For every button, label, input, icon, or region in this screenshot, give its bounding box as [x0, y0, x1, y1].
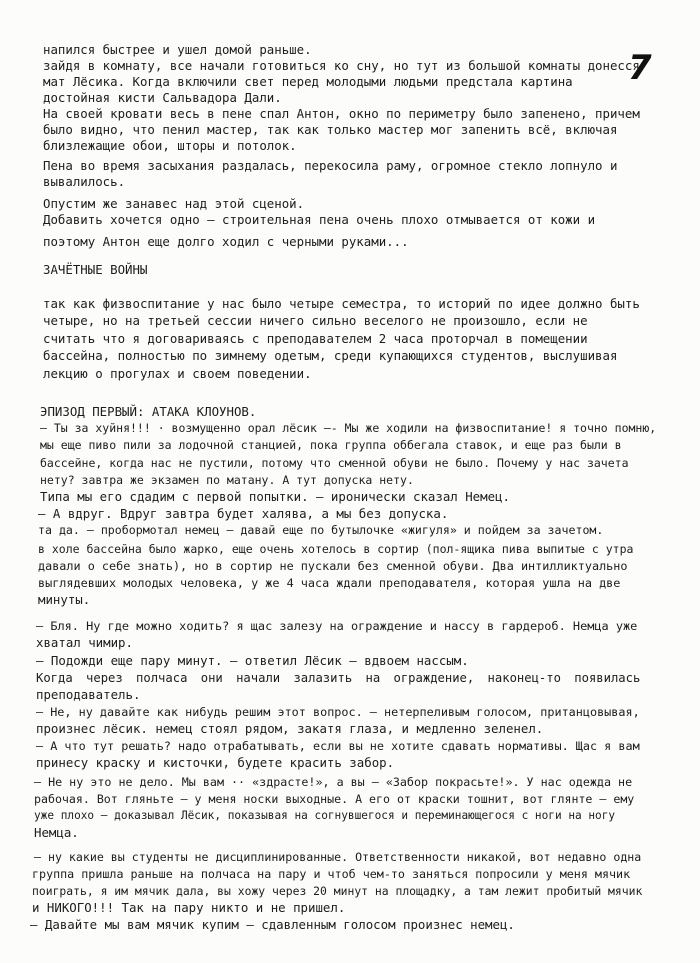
- text-line: Когда через полчаса они начали залазить на ограждение, наконец-то появилась: [36, 671, 641, 685]
- text-line: произнес лёсик. немец стоял рядом, закатя глаза, и медленно зеленел.: [36, 721, 544, 736]
- text-line: так как физвоспитание у нас было четыре семестра, то историй по идее должно быть: [43, 296, 640, 311]
- text-line: выглядевших молодых человека, у же 4 часа ждали преподавателя, которая ушла на две: [38, 576, 621, 590]
- section-heading: ЗАЧЁТНЫЕ ВОЙНЫ: [43, 262, 148, 277]
- text-line: четыре, но на третьей сессии ничего сильно веселого не произошло, если не: [43, 313, 588, 328]
- text-line: На своей кровати весь в пене спал Антон, окно по периметру было запенено, причем: [43, 106, 640, 121]
- text-line: нету? завтра же экзамен по матану. А тут допуска нету.: [40, 473, 414, 487]
- text-line: уже плохо – доказывал Лёсик, показывая на согнувшегося и переминающегося с ноги на ногу: [34, 809, 616, 822]
- text-line: достойная кисти Сальвадора Дали.: [43, 90, 282, 105]
- text-line: преподаватель.: [36, 687, 141, 702]
- text-line: давали о себе знать), но в сортир не пускали без сменной обуви. Два интилликтуально: [38, 559, 628, 573]
- text-line: рабочая. Вот гляньте – у меня носки выходные. А его от краски тошнит, вот глянте – ему: [34, 792, 635, 806]
- text-line: поэтому Антон еще долго ходил с черными руками...: [43, 234, 409, 249]
- text-line: вывалилось.: [43, 174, 126, 189]
- text-line: и НИКОГО!!! Так на пару никто и не пришел.: [32, 900, 346, 915]
- text-line: принесу краску и кисточки, будете красить забор.: [36, 755, 395, 770]
- text-line: Типа мы его сдадим с первой попытки. – иронически сказал Немец.: [40, 489, 510, 504]
- text-line: считать что я договариваясь с преподавателем 2 часа проторчал в помещении: [43, 331, 588, 346]
- text-line: бассейне, когда нас не пустили, потому что сменной обуви не было. Почему у нас зачета: [40, 456, 629, 470]
- episode-heading: ЭПИЗОД ПЕРВЫЙ: АТАКА КЛОУНОВ.: [40, 404, 257, 419]
- text-line: – ну какие вы студенты не дисциплинированные. Ответственности никакой, вот недавно одна: [34, 850, 642, 864]
- text-line: Пена во время засыхания раздалась, перекосила раму, огромное стекло лопнуло и: [43, 158, 618, 173]
- text-line: напился быстрее и ушел домой раньше.: [43, 42, 312, 57]
- text-line: – Не, ну давайте как нибудь решим этот вопрос. – нетерпеливым голосом, пританцовывая,: [36, 705, 640, 719]
- page-number: 7: [628, 48, 652, 88]
- text-line: – А что тут решать? надо отрабатывать, если вы не хотите сдавать нормативы. Щас я вам: [36, 739, 640, 753]
- text-line: – Ты за хуйня!!! · возмущенно орал лёсик –- Мы же ходили на физвоспитание! я точно помню,: [40, 421, 657, 435]
- text-line: мы еще пиво пили за лодочной станцией, пока группа оббегала ставок, и еще раз были в: [40, 438, 622, 452]
- text-line: было видно, что пенил мастер, так как только мастер мог запенить всё, включая: [43, 122, 618, 137]
- text-line: – Не ну это не дело. Мы вам ·· «здрасте!», а вы – «Забор покрасьте!». У нас одежда не: [34, 775, 633, 789]
- text-line: группа пришла раньше на полчаса на пару и чтоб чем-то заняться попросили у меня мячик: [32, 867, 631, 881]
- text-line: Добавить хочется одно – строительная пена очень плохо отмывается от кожи и: [43, 212, 596, 227]
- text-line: хватал чимир.: [36, 635, 133, 650]
- text-line: лекцию о прогулах и своем поведении.: [43, 366, 312, 381]
- text-line: Опустим же занавес над этой сценой.: [43, 196, 305, 211]
- text-line: – Бля. Ну где можно ходить? я щас залезу на ограждение и нассу в гардероб. Немца уже: [36, 619, 638, 633]
- text-line: мат Лёсика. Когда включили свет перед молодыми людьми предстала картина: [43, 74, 573, 89]
- text-line: минуты.: [38, 592, 91, 607]
- text-line: в холе бассейна было жарко, еще очень хотелось в сортир (пол-ящика пива выпитые с утра: [38, 542, 634, 556]
- text-line: близлежащие обои, шторы и потолок.: [43, 138, 297, 153]
- text-line: зайдя в комнату, все начали готовиться ко сну, но тут из большой комнаты донесся: [43, 58, 640, 73]
- text-line: бассейна, полностью по зимнему одетым, среди купающихся студентов, выслушивая: [43, 348, 618, 363]
- text-line: Немца.: [34, 825, 79, 840]
- text-line: – Давайте мы вам мячик купим – сдавленным голосом произнес немец.: [30, 917, 515, 932]
- text-line: – Подожди еще пару минут. – ответил Лёсик – вдвоем нассым.: [36, 653, 469, 668]
- text-line: поиграть, я им мячик дала, вы хожу через 20 минут на площадку, а там лежит пробитый мячик: [32, 884, 643, 898]
- text-line: – А вдруг. Вдруг завтра будет халява, а мы без допуска.: [38, 506, 449, 521]
- text-line: та да. – пробормотал немец – давай еще по бутылочке «жигуля» и пойдем за зачетом.: [38, 523, 604, 537]
